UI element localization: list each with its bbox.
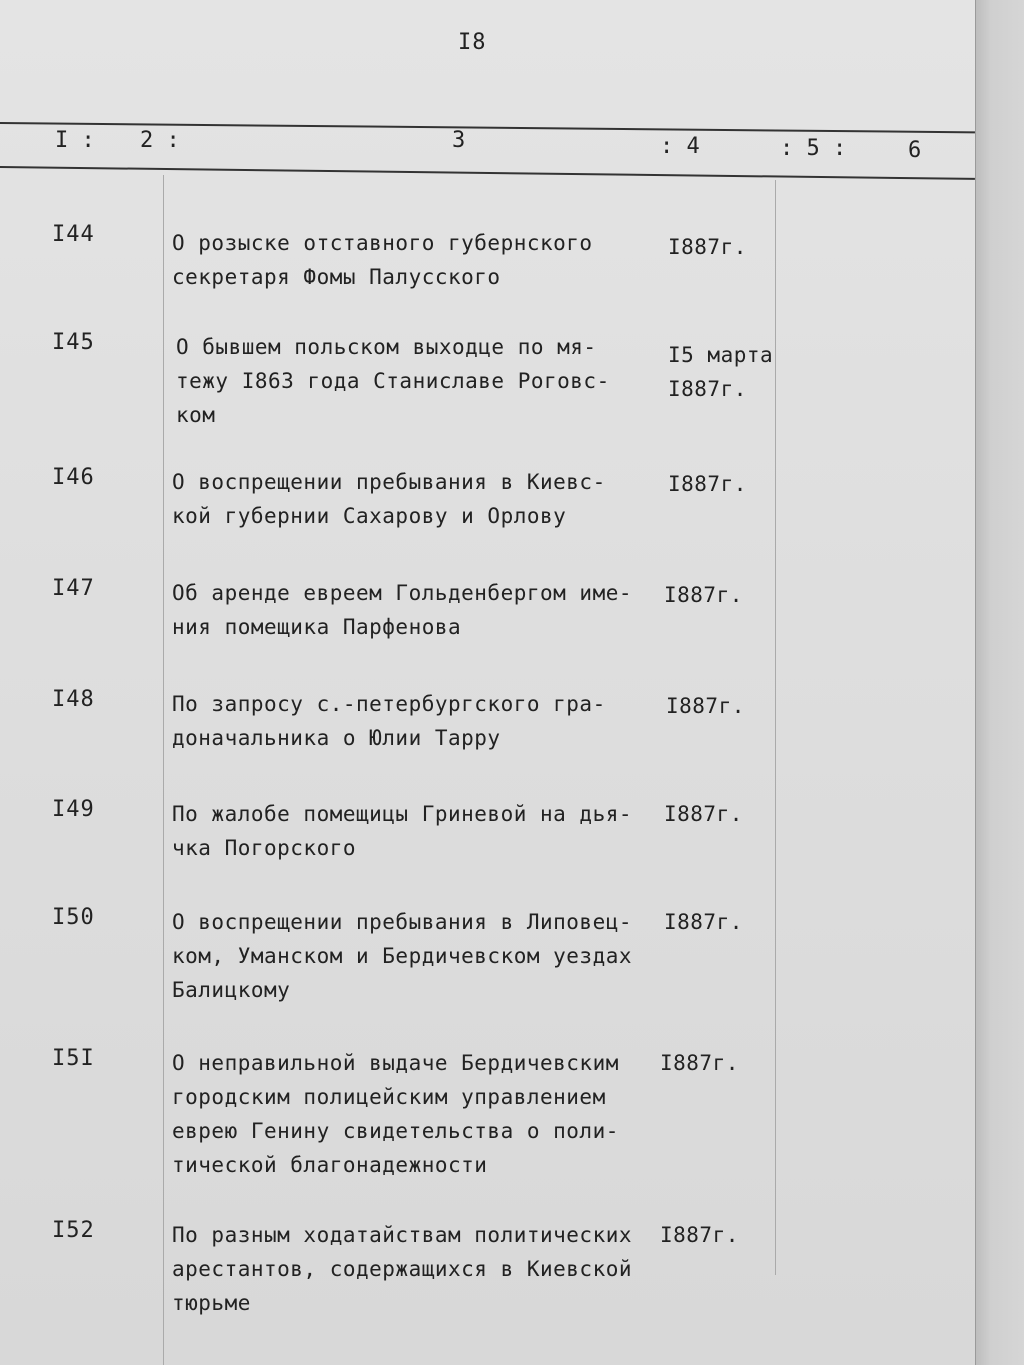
entry-title: По запросу с.-петербургского гра- доначальника о Юлии Тарру [172, 692, 606, 750]
entry-number: I49 [52, 797, 95, 822]
entry-number: I47 [52, 576, 95, 601]
column-divider [163, 175, 164, 1365]
entry-title: О бывшем польском выходце по мя- тежу I863 года Станиславе Роговс- ком [176, 335, 610, 427]
entry-number: I46 [52, 465, 95, 490]
entry-title: По жалобе помещицы Гриневой на дья- чка Погорского [172, 802, 633, 860]
entry-date: I887г. [668, 472, 747, 496]
entry-title: О воспрещении пребывания в Липовец- ком, Уманском и Бердичевском уездах Балицкому [172, 910, 633, 1002]
entry-title: О воспрещении пребывания в Киевс- кой губернии Сахарову и Орлову [172, 470, 606, 528]
entry-number: I50 [52, 905, 95, 930]
column-1-label: I : [55, 128, 95, 153]
column-2-label: 2 : [140, 128, 180, 153]
page-number: I8 [458, 30, 487, 55]
entry-date: I887г. [664, 910, 743, 934]
entry-number: I52 [52, 1218, 95, 1243]
column-divider [775, 180, 776, 1275]
header-bottom-rule [0, 166, 975, 180]
entry-title: Об аренде евреем Гольденбергом име- ния помещика Парфенова [172, 581, 633, 639]
entry-date: I887г. [660, 1223, 739, 1247]
column-5-label: : 5 : [780, 136, 847, 161]
page-edge [975, 0, 1024, 1365]
column-4-label: : 4 [660, 134, 700, 159]
entry-date: I887г. [660, 1051, 739, 1075]
entry-title: О неправильной выдаче Бердичевским городским полицейским управлением еврею Генину свидетельства о поли- тической благонадежности [172, 1051, 619, 1177]
column-number-row [0, 128, 975, 168]
entry-date: I887г. [664, 583, 743, 607]
column-6-label: 6 [908, 138, 922, 163]
entry-date: I887г. [664, 802, 743, 826]
entry-number: I45 [52, 330, 95, 355]
entry-title: О розыске отставного губернского секретаря Фомы Палусского [172, 231, 593, 289]
entry-number: I48 [52, 687, 95, 712]
entry-date: I5 марта I887г. [668, 343, 774, 401]
entry-title: По разным ходатайствам политических арестантов, содержащихся в Киевской тюрьме [172, 1223, 633, 1315]
entry-number: I44 [52, 222, 95, 247]
column-3-label: 3 [452, 128, 466, 153]
entry-number: I5I [52, 1046, 95, 1071]
entry-date: I887г. [666, 694, 745, 718]
entry-date: I887г. [668, 235, 747, 259]
